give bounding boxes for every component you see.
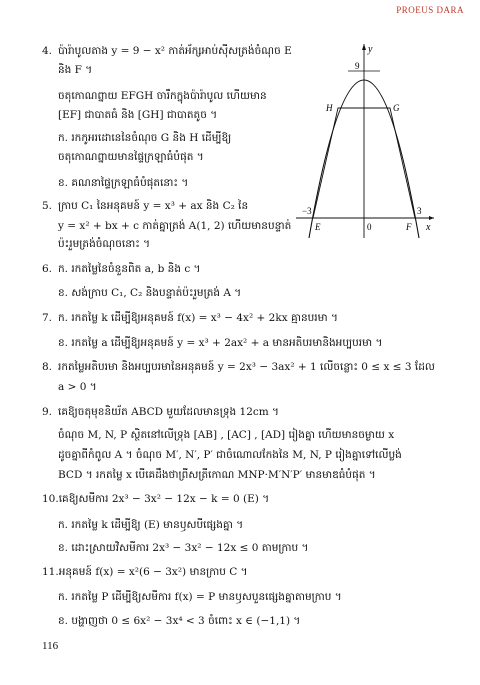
line-text: ក. រកតម្លៃ k ដើម្បីឱ្យ (E) មានឫសបីផ្សេងគ្នា ។ bbox=[58, 519, 244, 531]
line-text: អនុគមន៍ f(x) = x²(6 − 3x²) មានក្រាប C ។ bbox=[58, 566, 248, 578]
text-line bbox=[42, 405, 279, 419]
label-f: F bbox=[406, 222, 412, 232]
text-line bbox=[58, 541, 308, 555]
line-text: ចំណុច M, N, P ស្ថិតនៅលើទ្រុង [AB] , [AC] , [AD] រៀងគ្នា ហើយមានចម្ងាយ x bbox=[58, 429, 395, 441]
text-line bbox=[58, 468, 376, 482]
line-text: a > 0 ។ bbox=[58, 381, 97, 393]
line-text: [EF] ជាបាតធំ និង [GH] ជាបាតតូច ។ bbox=[58, 109, 218, 121]
text-line bbox=[42, 199, 248, 213]
line-text: ខ. បង្ហាញថា 0 ≤ 6x² − 3x⁴ < 3 ចំពោះ x ∈ (−1,1) ។ bbox=[58, 615, 301, 627]
line-text: y = x² + bx + c កាត់គ្នាត្រង់ A(1, 2) ហើយមានបន្ទាត់ bbox=[58, 220, 292, 232]
exercise-number: 6. bbox=[42, 263, 53, 275]
line-text: ក. រកតម្លៃ k ដើម្បីឱ្យអនុគមន៍ f(x) = x³ − 4x² + 2kx គ្មានបរមា ។ bbox=[58, 312, 338, 324]
label-three: 3 bbox=[417, 206, 422, 216]
line-text: ខ. រកតម្លៃ a ដើម្បីឱ្យអនុគមន៍ y = x³ + 2ax² + a មានអតិបរមានិងអប្បបរមា ។ bbox=[58, 337, 383, 349]
label-nine: 9 bbox=[355, 61, 360, 71]
line-text: ក. រកតម្លៃនៃចំនួនពិត a, b និង c ។ bbox=[58, 263, 201, 275]
x-axis-label: x bbox=[426, 222, 431, 233]
y-axis-label: y bbox=[368, 44, 373, 55]
text-line bbox=[42, 311, 338, 325]
line-text: ខ. ដោះស្រាយវិសមីការ 2x³ − 3x² − 12x ≤ 0 តាមក្រាប ។ bbox=[58, 542, 309, 554]
line-text: BCD ។ រកតម្លៃ x បើគេដឹងថាព្រីសត្រីកោណ MNP·M′N′P′ មានមាឌធំបំផុត ។ bbox=[58, 469, 376, 481]
text-line bbox=[58, 237, 150, 251]
text-line bbox=[58, 150, 204, 164]
text-line bbox=[58, 176, 188, 190]
line-text: គេឱ្យចតុមុខនិយ័ត ABCD មួយដែលមានទ្រុង 12cm ។ bbox=[58, 406, 279, 418]
exercise-number: 8. bbox=[42, 361, 53, 373]
line-text: ក្រាប C₁ នៃអនុគមន៍ y = x³ + ax និង C₂ នៃ bbox=[58, 200, 249, 212]
text-line bbox=[58, 380, 97, 394]
label-zero: 0 bbox=[367, 222, 372, 232]
text-line bbox=[42, 565, 248, 579]
exercise-number: 10. bbox=[42, 493, 59, 505]
text-line bbox=[58, 286, 241, 300]
text-line bbox=[58, 590, 342, 604]
text-line bbox=[42, 262, 200, 276]
line-text: ប៉ារ៉ាបូលតាង y = 9 − x² កាត់អ័ក្សអាប់ស៊ីសត្រង់ចំណុច E bbox=[58, 45, 292, 57]
line-text: គេឱ្យសមីការ 2x³ − 3x² − 12x − k = 0 (E) ។ bbox=[58, 493, 270, 505]
label-g: G bbox=[393, 103, 400, 113]
y-axis-arrow bbox=[362, 44, 366, 50]
text-line bbox=[58, 108, 217, 122]
line-text: ក. រកកូអរដោនេនៃចំណុច G និង H ដើម្បីឱ្យ bbox=[58, 132, 232, 144]
line-text: និង F ។ bbox=[58, 64, 93, 76]
text-line bbox=[58, 336, 382, 350]
exercise-number: 5. bbox=[42, 200, 53, 212]
text-line bbox=[58, 614, 300, 628]
line-text: ខ. គណនាផ្ទៃក្រឡាធំបំផុតនោះ ។ bbox=[58, 177, 189, 189]
text-line bbox=[58, 448, 402, 462]
text-line bbox=[42, 44, 292, 58]
text-line bbox=[58, 428, 394, 442]
label-neg3: −3 bbox=[302, 206, 312, 216]
page-number: 116 bbox=[42, 640, 59, 652]
brand-header: PROEUS DARA bbox=[396, 5, 464, 15]
text-line bbox=[42, 492, 269, 506]
text-line bbox=[58, 219, 291, 233]
line-text: ខ. សង់ក្រាប C₁, C₂ និងបន្ទាត់ប៉ះរួមត្រង់ A ។ bbox=[58, 287, 242, 299]
line-text: ប៉ះរួមត្រង់ចំណុចនោះ ។ bbox=[58, 238, 151, 250]
label-e: E bbox=[315, 222, 321, 232]
parabola-graph bbox=[288, 42, 438, 242]
line-text: ដូចគ្នាពីកំពូល A ។ ចំណុច M′, N′, P′ ជាចំណោលកែងនៃ M, N, P រៀងគ្នាទៅលើប្លង់ bbox=[58, 449, 402, 461]
line-text: ចតុកោណព្នាយមានផ្ទៃក្រឡាធំបំផុត ។ bbox=[58, 151, 204, 163]
line-text: ចតុកោណព្នាយ EFGH ចារឹកក្នុងប៉ារ៉ាបូល ហើយមាន bbox=[58, 90, 267, 102]
x-axis-arrow bbox=[429, 216, 434, 220]
text-line bbox=[58, 518, 243, 532]
text-line bbox=[58, 131, 231, 145]
text-line bbox=[42, 360, 435, 374]
text-line bbox=[58, 63, 92, 77]
label-h: H bbox=[326, 103, 333, 113]
text-line bbox=[58, 89, 267, 103]
line-text: ក. រកតម្លៃ P ដើម្បីឱ្យសមីការ f(x) = P មានឫសបួនផ្សេងគ្នាតាមក្រាប ។ bbox=[58, 591, 342, 603]
exercise-number: 7. bbox=[42, 312, 53, 324]
line-text: រកតម្លៃអតិបរមា និងអប្បបរមានៃអនុគមន៍ y = 2x³ − 3ax² + 1 លើចន្លោះ 0 ≤ x ≤ 3 ដែល bbox=[58, 361, 435, 373]
exercise-number: 4. bbox=[42, 45, 53, 57]
exercise-number: 11. bbox=[42, 566, 59, 578]
exercise-number: 9. bbox=[42, 406, 53, 418]
